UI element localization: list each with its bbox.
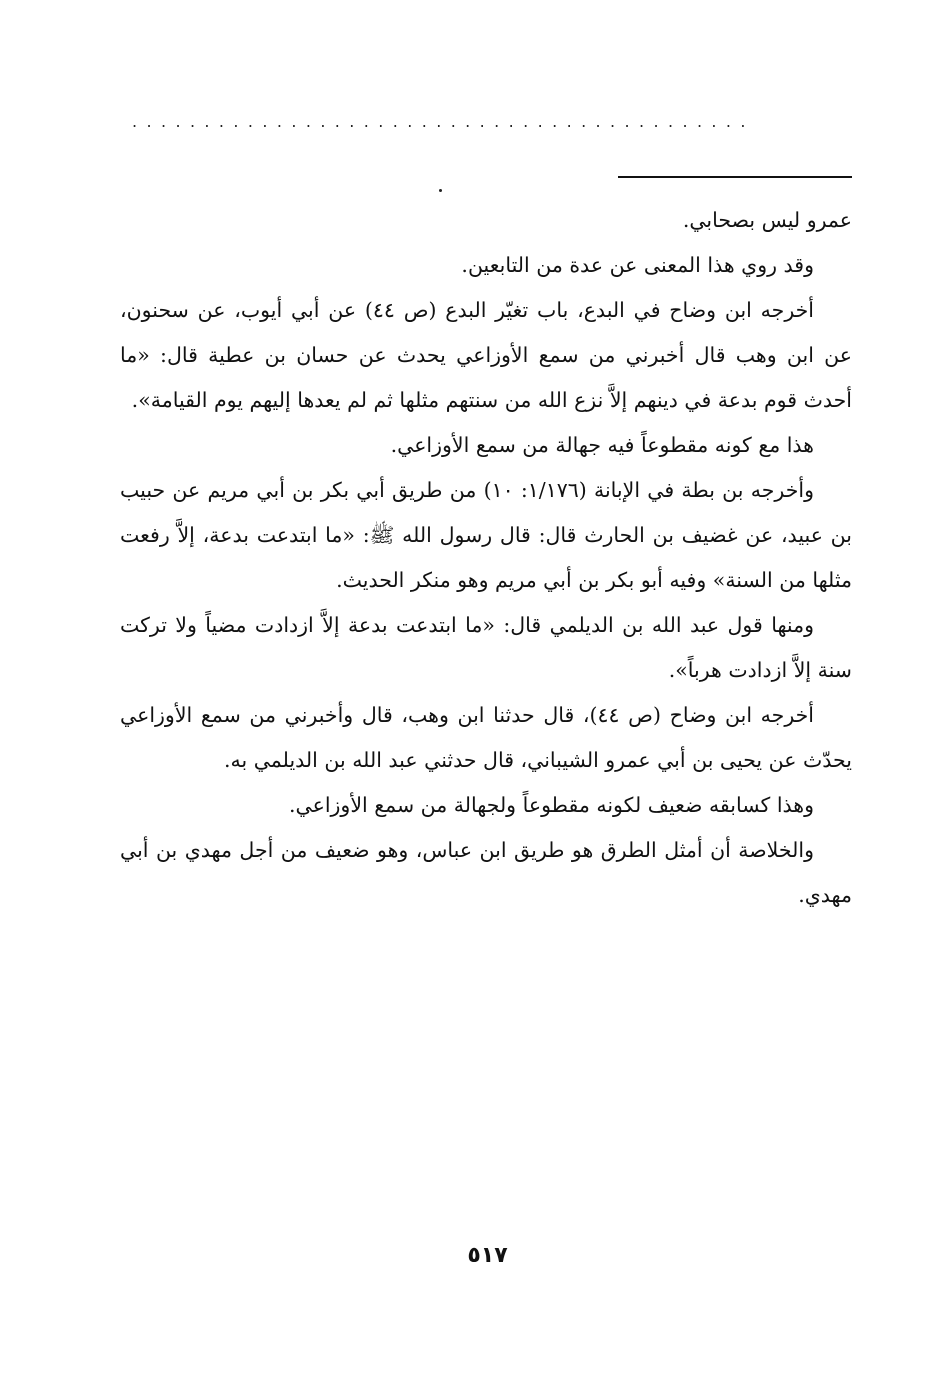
paragraph: هذا مع كونه مقطوعاً فيه جهالة من سمع الأوزاعي.	[390, 433, 814, 457]
paragraph: وقد روي هذا المعنى عن عدة من التابعين.	[461, 253, 814, 277]
paragraph: وأخرجه بن بطة في الإبانة (١/١٧٦: ١٠) من طريق أبي بكر بن أبي مريم عن حبيب بن عبيد، عن غضيف بن الحارث قال: قال رسول الله ﷺ: «ما ابتدعت بدعة، إلاَّ رفعت مثلها من السنة» وفيه أبو بكر بن أبي مريم وهو منكر الحديث.	[120, 478, 852, 592]
paragraph: ومنها قول عبد الله بن الديلمي قال: «ما ابتدعت بدعة إلاَّ ازدادت مضياً ولا تركت سنة إلاَّ ازدادت هرباً».	[120, 613, 852, 682]
paragraph: أخرجه ابن وضاح (ص ٤٤)، قال حدثنا ابن وهب، قال وأخبرني من سمع الأوزاعي يحدّث عن يحيى بن أبي عمرو الشيباني، قال حدثني عبد الله بن الديلمي به.	[120, 703, 852, 772]
header-dotted-line: ...........................................	[132, 112, 755, 131]
paragraph: والخلاصة أن أمثل الطرق هو طريق ابن عباس، وهو ضعيف من أجل مهدي بن أبي مهدي.	[120, 838, 852, 907]
footnote-separator-rule	[618, 176, 852, 178]
paragraph: عمرو ليس بصحابي.	[682, 208, 852, 232]
footnote-text-block	[120, 198, 852, 918]
page-number: ٥١٧	[467, 1243, 508, 1268]
paragraph: وهذا كسابقه ضعيف لكونه مقطوعاً ولجهالة من سمع الأوزاعي.	[288, 793, 814, 817]
print-speck	[439, 189, 442, 192]
paragraph: أخرجه ابن وضاح في البدع، باب تغيّر البدع (ص ٤٤) عن أبي أيوب، عن سحنون، عن ابن وهب قال أخبرني من سمع الأوزاعي يحدث عن حسان بن عطية قال: «ما أحدث قوم بدعة في دينهم إلاَّ نزع الله من سنتهم مثلها ثم لم يعدها إليهم يوم القيامة».	[120, 298, 852, 412]
